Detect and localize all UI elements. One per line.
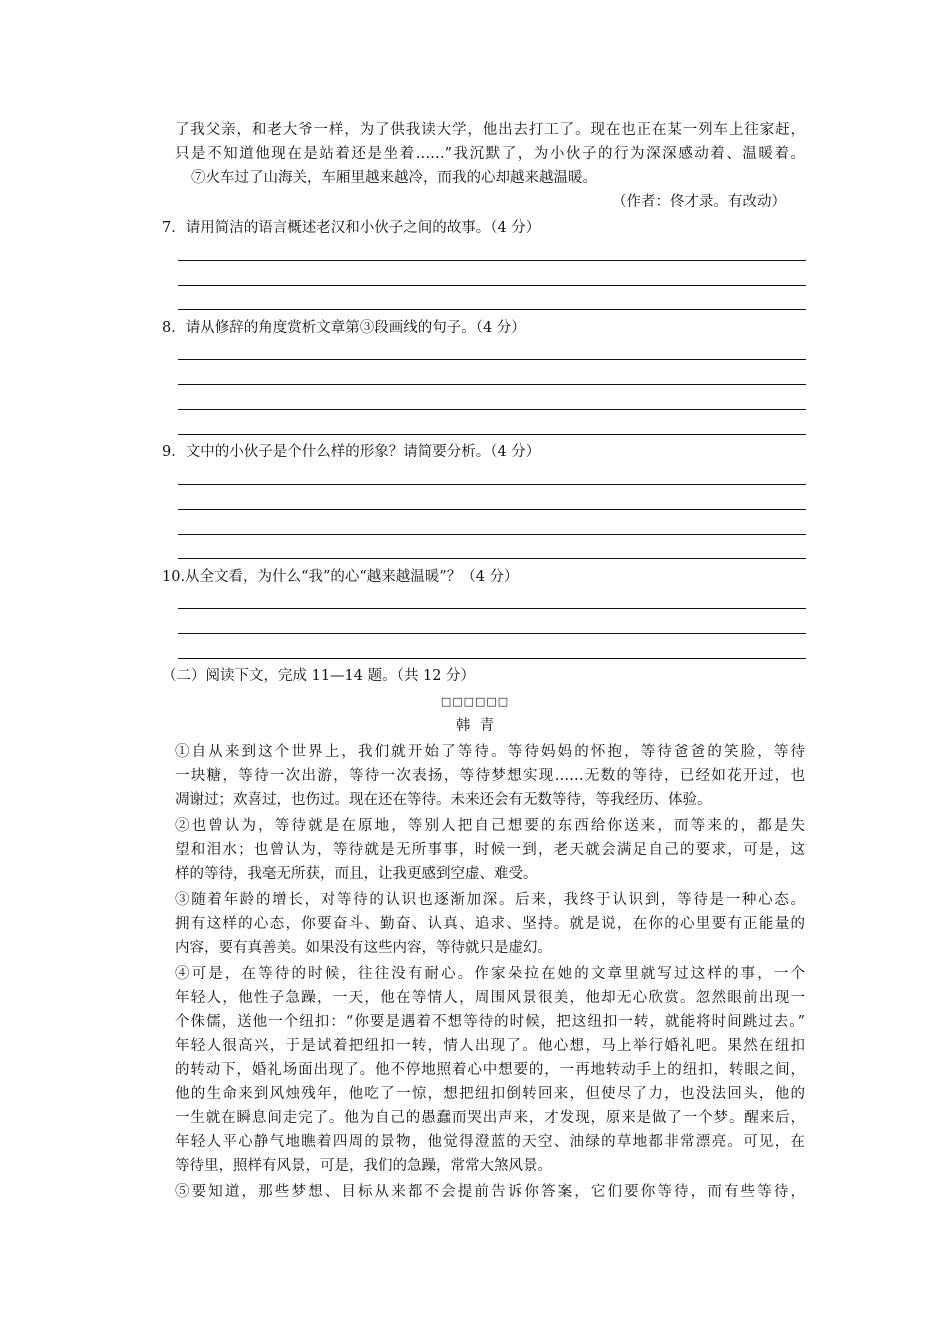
article-line: 年轻人很高兴，于是试着把纽扣一转，情人出现了。他心想，马上举行婚礼吧。果然在纽扣 bbox=[175, 1038, 805, 1054]
answer-line[interactable] bbox=[178, 534, 806, 535]
answer-line[interactable] bbox=[178, 558, 806, 559]
article-line: 个侏儒，送他一个纽扣：“你要是遇着不想等待的时候，把这纽扣一转，就能将时间跳过去。” bbox=[175, 1014, 805, 1030]
story-source: （作者：佟才录。有改动） bbox=[612, 194, 786, 210]
answer-line[interactable] bbox=[178, 658, 806, 659]
article-line: 一生就在瞬息间走完了。他为自己的愚蠢而哭出声来，才发现，原来是做了一个梦。醒来后， bbox=[175, 1110, 805, 1126]
article-line: 年轻人，他性子急躁，一天，他在等情人，周围风景很美，他却无心欣赏。忽然眼前出现一 bbox=[175, 990, 805, 1006]
article-line: ③随着年龄的增长，对等待的认识也逐渐加深。后来，我终于认识到，等待是一种心态。 bbox=[175, 892, 805, 908]
answer-line[interactable] bbox=[178, 434, 806, 435]
answer-line[interactable] bbox=[178, 384, 806, 385]
article-line: ④可是，在等待的时候，往往没有耐心。作家朵拉在她的文章里就写过这样的事，一个 bbox=[175, 966, 805, 982]
article-line: ⑤要知道，那些梦想、目标从来都不会提前告诉你答案，它们要你等待，而有些等待， bbox=[175, 1184, 805, 1200]
story-para-7: ⑦火车过了山海关，车厢里越来越冷，而我的心却越来越温暖。 bbox=[191, 170, 597, 186]
answer-line[interactable] bbox=[178, 285, 806, 286]
section-heading: （二）阅读下文，完成 11—14 题。（共 12 分） bbox=[162, 668, 476, 684]
article-line: ②也曾认为，等待就是在原地，等别人把自己想要的东西给你送来，而等来的，都是失 bbox=[175, 818, 805, 834]
story-line-2: 只是不知道他现在是站着还是坐着……”我沉默了，为小伙子的行为深深感动着、温暖着。 bbox=[175, 146, 805, 162]
answer-line[interactable] bbox=[178, 260, 806, 261]
question-9: 9．文中的小伙子是个什么样的形象？请简要分析。（4 分） bbox=[162, 444, 541, 460]
article-line: 他的生命来到风烛残年，他吃了一惊，想把纽扣倒转回来，但使尽了力，也没法回头，他的 bbox=[175, 1086, 805, 1102]
article-line: 等待里，照样有风景，可是，我们的急躁，常常大煞风景。 bbox=[175, 1158, 552, 1174]
question-7: 7．请用简洁的语言概述老汉和小伙子之间的故事。（4 分） bbox=[162, 220, 541, 236]
article-line: 一块糖，等待一次出游，等待一次表扬，等待梦想实现……无数的等待，已经如花开过，也 bbox=[175, 768, 805, 784]
story-line-1: 了我父亲，和老大爷一样，为了供我读大学，他出去打工了。现在也正在某一列车上往家赶， bbox=[175, 122, 805, 138]
answer-line[interactable] bbox=[178, 509, 806, 510]
answer-line[interactable] bbox=[178, 359, 806, 360]
article-line: 拥有这样的心态，你要奋斗、勤奋、认真、追求、坚持。就是说，在你的心里要有正能量的 bbox=[175, 916, 805, 932]
question-10: 10.从全文看，为什么“我”的心“越来越温暖”？（4 分） bbox=[162, 569, 519, 585]
answer-line[interactable] bbox=[178, 409, 806, 410]
answer-line[interactable] bbox=[178, 309, 806, 310]
article-line: 望和泪水；也曾认为，等待就是无所事事，时候一到，老天就会满足自己的要求，可是，这 bbox=[175, 842, 805, 858]
article-line: 的转动下，婚礼场面出现了。他不停地照着心中想要的，一再地转动手上的纽扣，转眼之间， bbox=[175, 1062, 805, 1078]
answer-line[interactable] bbox=[178, 484, 806, 485]
article-line: ①自从来到这个世界上，我们就开始了等待。等待妈妈的怀抱，等待爸爸的笑脸，等待 bbox=[175, 744, 805, 760]
answer-line[interactable] bbox=[178, 608, 806, 609]
article-line: 凋谢过；欢喜过，也伤过。现在还在等待。未来还会有无数等待，等我经历、体验。 bbox=[175, 792, 712, 808]
article-author: 韩 青 bbox=[455, 718, 495, 734]
article-line: 样的等待，我毫无所获，而且，让我更感到空虚、难受。 bbox=[175, 866, 538, 882]
article-line: 年轻人平心静气地瞧着四周的景物，他觉得澄蓝的天空、油绿的草地都非常漂亮。可见，在 bbox=[175, 1134, 805, 1150]
article-title: □□□□□□ bbox=[440, 695, 510, 708]
answer-line[interactable] bbox=[178, 633, 806, 634]
article-line: 内容，要有真善美。如果没有这些内容，等待就只是虚幻。 bbox=[175, 940, 552, 956]
question-8: 8．请从修辞的角度赏析文章第③段画线的句子。（4 分） bbox=[162, 320, 526, 336]
